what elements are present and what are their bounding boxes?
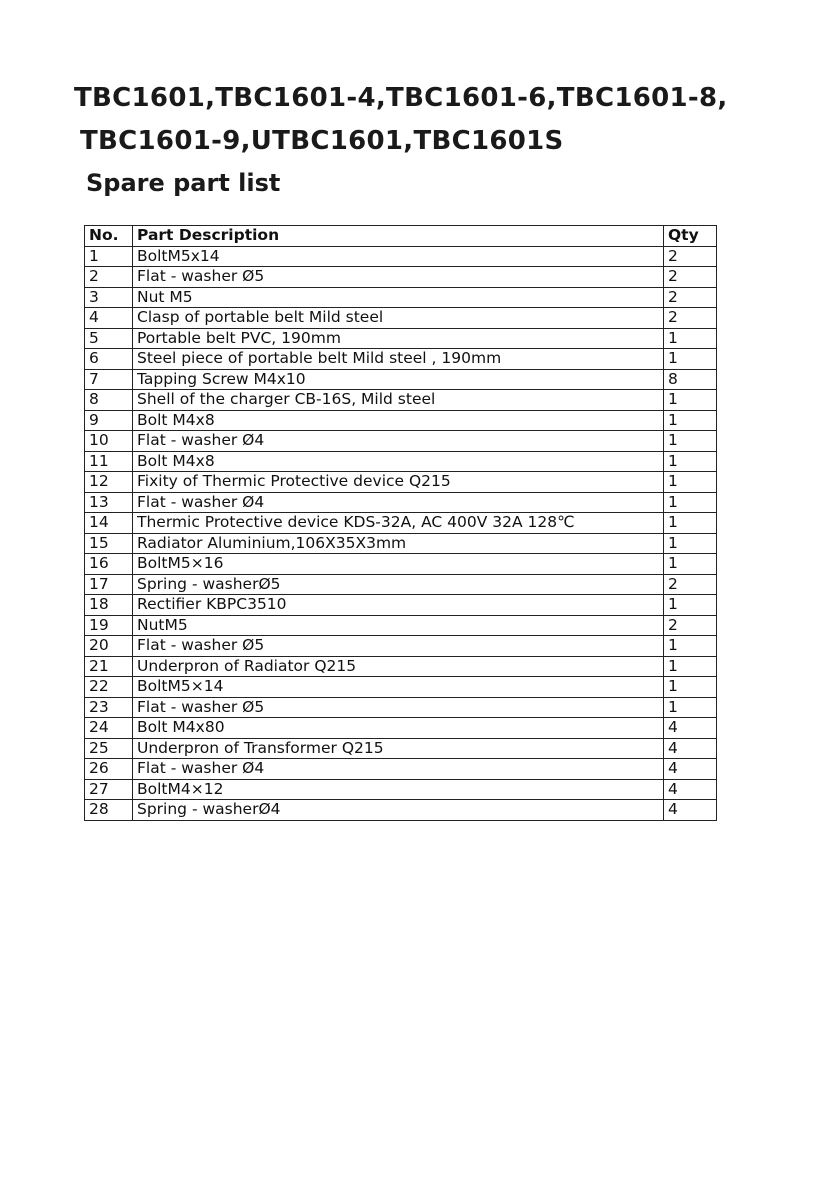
part-description-cell: Tapping Screw M4x10 — [133, 369, 664, 390]
table-row — [85, 328, 717, 349]
part-number-cell: 5 — [85, 328, 133, 349]
part-description-cell: BoltM5×14 — [133, 677, 664, 698]
part-qty-cell: 4 — [664, 718, 717, 739]
part-description-cell: Shell of the charger CB-16S, Mild steel — [133, 390, 664, 411]
part-qty-cell: 1 — [664, 431, 717, 452]
part-qty-cell: 8 — [664, 369, 717, 390]
header-no: No. — [85, 226, 133, 247]
table-row — [85, 246, 717, 267]
table-row — [85, 656, 717, 677]
table-header-row — [85, 226, 717, 247]
table-row — [85, 287, 717, 308]
table-row — [85, 615, 717, 636]
part-qty-cell: 2 — [664, 615, 717, 636]
header-description: Part Description — [133, 226, 664, 247]
part-number-cell: 9 — [85, 410, 133, 431]
part-description-cell: Rectifier KBPC3510 — [133, 595, 664, 616]
part-qty-cell: 2 — [664, 267, 717, 288]
table-row — [85, 595, 717, 616]
part-qty-cell: 1 — [664, 533, 717, 554]
part-qty-cell: 1 — [664, 410, 717, 431]
part-qty-cell: 4 — [664, 800, 717, 821]
part-qty-cell: 2 — [664, 246, 717, 267]
part-qty-cell: 4 — [664, 738, 717, 759]
part-qty-cell: 2 — [664, 308, 717, 329]
part-qty-cell: 4 — [664, 759, 717, 780]
table-row — [85, 533, 717, 554]
table-row — [85, 267, 717, 288]
part-number-cell: 15 — [85, 533, 133, 554]
part-qty-cell: 1 — [664, 656, 717, 677]
part-number-cell: 25 — [85, 738, 133, 759]
title-line-2: TBC1601-9,UTBC1601,TBC1601S — [80, 126, 564, 156]
part-number-cell: 28 — [85, 800, 133, 821]
part-number-cell: 11 — [85, 451, 133, 472]
part-number-cell: 27 — [85, 779, 133, 800]
table-row — [85, 677, 717, 698]
page-subtitle: Spare part list — [86, 169, 281, 197]
part-qty-cell: 1 — [664, 595, 717, 616]
part-number-cell: 22 — [85, 677, 133, 698]
part-description-cell: Flat - washer Ø4 — [133, 431, 664, 452]
header-qty: Qty — [664, 226, 717, 247]
part-number-cell: 16 — [85, 554, 133, 575]
part-description-cell: NutM5 — [133, 615, 664, 636]
part-number-cell: 2 — [85, 267, 133, 288]
part-description-cell: Flat - washer Ø4 — [133, 492, 664, 513]
part-description-cell: Fixity of Thermic Protective device Q215 — [133, 472, 664, 493]
part-description-cell: BoltM5×16 — [133, 554, 664, 575]
table-row — [85, 574, 717, 595]
title-line-1: TBC1601,TBC1601-4,TBC1601-6,TBC1601-8, — [74, 83, 728, 113]
part-description-cell: Bolt M4x8 — [133, 410, 664, 431]
part-qty-cell: 1 — [664, 492, 717, 513]
part-description-cell: BoltM4×12 — [133, 779, 664, 800]
table-row — [85, 492, 717, 513]
table-row — [85, 738, 717, 759]
part-qty-cell: 1 — [664, 451, 717, 472]
part-number-cell: 3 — [85, 287, 133, 308]
part-description-cell: Flat - washer Ø5 — [133, 697, 664, 718]
part-number-cell: 6 — [85, 349, 133, 370]
part-number-cell: 23 — [85, 697, 133, 718]
part-description-cell: Nut M5 — [133, 287, 664, 308]
part-number-cell: 18 — [85, 595, 133, 616]
part-qty-cell: 1 — [664, 513, 717, 534]
part-description-cell: Thermic Protective device KDS-32A, AC 400V 32A 128℃ — [133, 513, 664, 534]
part-description-cell: Underpron of Transformer Q215 — [133, 738, 664, 759]
table-row — [85, 636, 717, 657]
part-description-cell: BoltM5x14 — [133, 246, 664, 267]
part-number-cell: 19 — [85, 615, 133, 636]
part-description-cell: Bolt M4x80 — [133, 718, 664, 739]
part-description-cell: Spring - washerØ5 — [133, 574, 664, 595]
part-qty-cell: 1 — [664, 554, 717, 575]
table-row — [85, 349, 717, 370]
part-description-cell: Spring - washerØ4 — [133, 800, 664, 821]
table-row — [85, 759, 717, 780]
part-description-cell: Portable belt PVC, 190mm — [133, 328, 664, 349]
part-number-cell: 20 — [85, 636, 133, 657]
table-row — [85, 431, 717, 452]
table-row — [85, 451, 717, 472]
table-row — [85, 390, 717, 411]
table-row — [85, 369, 717, 390]
part-number-cell: 14 — [85, 513, 133, 534]
table-row — [85, 410, 717, 431]
part-description-cell: Clasp of portable belt Mild steel — [133, 308, 664, 329]
part-qty-cell: 1 — [664, 349, 717, 370]
part-number-cell: 10 — [85, 431, 133, 452]
part-qty-cell: 2 — [664, 574, 717, 595]
part-description-cell: Underpron of Radiator Q215 — [133, 656, 664, 677]
table-row — [85, 718, 717, 739]
part-qty-cell: 1 — [664, 390, 717, 411]
part-qty-cell: 4 — [664, 779, 717, 800]
table-row — [85, 554, 717, 575]
table-row — [85, 308, 717, 329]
part-number-cell: 26 — [85, 759, 133, 780]
part-qty-cell: 1 — [664, 697, 717, 718]
part-qty-cell: 1 — [664, 328, 717, 349]
part-description-cell: Flat - washer Ø5 — [133, 267, 664, 288]
part-number-cell: 12 — [85, 472, 133, 493]
table-row — [85, 800, 717, 821]
part-number-cell: 8 — [85, 390, 133, 411]
table-row — [85, 472, 717, 493]
part-description-cell: Steel piece of portable belt Mild steel , 190mm — [133, 349, 664, 370]
part-number-cell: 7 — [85, 369, 133, 390]
spare-parts-table — [84, 225, 717, 821]
table-body — [85, 246, 717, 820]
part-qty-cell: 1 — [664, 677, 717, 698]
part-number-cell: 24 — [85, 718, 133, 739]
part-qty-cell: 1 — [664, 472, 717, 493]
part-number-cell: 4 — [85, 308, 133, 329]
part-qty-cell: 2 — [664, 287, 717, 308]
part-number-cell: 13 — [85, 492, 133, 513]
table-row — [85, 697, 717, 718]
part-qty-cell: 1 — [664, 636, 717, 657]
table-row — [85, 513, 717, 534]
part-description-cell: Flat - washer Ø4 — [133, 759, 664, 780]
part-description-cell: Flat - washer Ø5 — [133, 636, 664, 657]
part-number-cell: 17 — [85, 574, 133, 595]
table-row — [85, 779, 717, 800]
part-number-cell: 1 — [85, 246, 133, 267]
part-description-cell: Radiator Aluminium,106X35X3mm — [133, 533, 664, 554]
part-number-cell: 21 — [85, 656, 133, 677]
part-description-cell: Bolt M4x8 — [133, 451, 664, 472]
